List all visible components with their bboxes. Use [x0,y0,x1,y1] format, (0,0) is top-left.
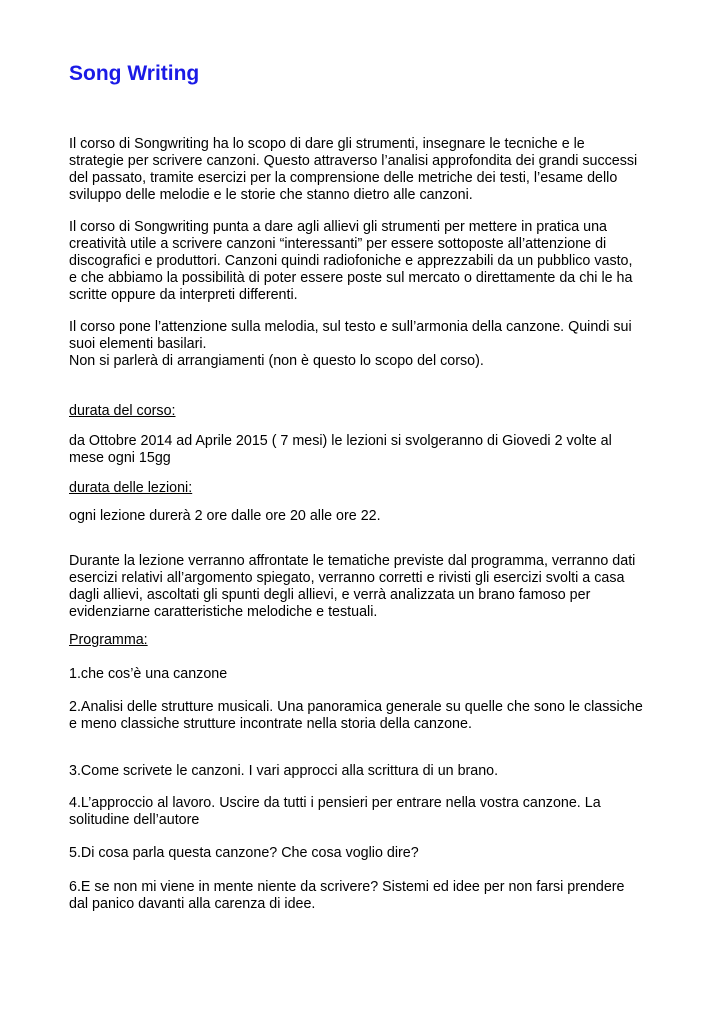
program-item-1 [69,666,669,683]
text-line: Il corso pone l’attenzione sulla melodia, sul testo e sull’armonia della canzone. Quindi sui [69,319,632,335]
text-line: del passato, tramite esercizi per la comprensione delle metriche dei testi, l’esame dello [69,170,618,186]
text-line: scritte oppure da interpreti differenti. [69,287,298,303]
section-heading: durata del corso: [69,403,176,419]
course-duration-text [69,433,669,467]
text-line: e che abbiamo la possibilità di poter essere poste sul mercato o direttamente da chi le ha [69,270,633,286]
intro-paragraph-3 [69,319,669,370]
lesson-duration-section [69,480,669,497]
program-item-6 [69,879,669,913]
text-line: Il corso di Songwriting ha lo scopo di dare gli strumenti, insegnare le tecniche e le [69,136,585,152]
text-line: Durante la lezione verranno affrontate le tematiche previste dal programma, verranno dati [69,553,636,569]
lesson-description-paragraph [69,553,669,621]
text-line: mese ogni 15gg [69,450,171,466]
text-line: 2.Analisi delle strutture musicali. Una panoramica generale su quelle che sono le classiche [69,699,643,715]
program-item-4 [69,795,669,829]
text-line: 6.E se non mi viene in mente niente da scrivere? Sistemi ed idee per non farsi prendere [69,879,625,895]
text-line: creatività utile a scrivere canzoni “interessanti” per essere sottoposte all’attenzione di [69,236,607,252]
text-line: 4.L’approccio al lavoro. Uscire da tutti i pensieri per entrare nella vostra canzone. La [69,795,601,811]
text-line: dagli allievi, ascoltati gli spunti degli allievi, e verrà analizzata un brano famoso per [69,587,591,603]
program-item-3 [69,763,669,780]
program-section [69,632,669,649]
text-line: 3.Come scrivete le canzoni. I vari approcci alla scrittura di un brano. [69,763,499,779]
text-line: dal panico davanti alla carenza di idee. [69,896,316,912]
text-line: discografici e produttori. Canzoni quindi radiofoniche e apprezzabili da un pubblico vasto, [69,253,633,269]
program-item-2 [69,699,669,733]
program-item-5 [69,845,669,862]
intro-paragraph-2 [69,219,669,304]
text-line: solitudine dell’autore [69,812,200,828]
text-line: suoi elementi basilari. [69,336,207,352]
text-line: ogni lezione durerà 2 ore dalle ore 20 alle ore 22. [69,508,381,524]
text-line: esercizi relativi all’argomento spiegato, verranno corretti e rivisti gli esercizi svolti a casa [69,570,625,586]
text-line: e meno classiche strutture incontrate nella storia della canzone. [69,716,472,732]
section-heading: Programma: [69,632,148,648]
text-line: evidenziarne caratteristiche melodiche e testuali. [69,604,378,620]
text-line: sviluppo delle melodie e le storie che stanno dietro alle canzoni. [69,187,473,203]
text-line: strategie per scrivere canzoni. Questo attraverso l’analisi approfondita dei grandi successi [69,153,638,169]
section-heading: durata delle lezioni: [69,480,193,496]
text-line: 5.Di cosa parla questa canzone? Che cosa voglio dire? [69,845,419,861]
text-line: Non si parlerà di arrangiamenti (non è questo lo scopo del corso). [69,353,484,369]
text-line: 1.che cos’è una canzone [69,666,228,682]
document-title: Song Writing [69,62,200,85]
text-line: da Ottobre 2014 ad Aprile 2015 ( 7 mesi) le lezioni si svolgeranno di Giovedi 2 volte al [69,433,612,449]
course-duration-section [69,403,669,420]
intro-paragraph-1 [69,136,669,204]
text-line: Il corso di Songwriting punta a dare agli allievi gli strumenti per mettere in pratica una [69,219,607,235]
lesson-duration-text [69,508,669,525]
